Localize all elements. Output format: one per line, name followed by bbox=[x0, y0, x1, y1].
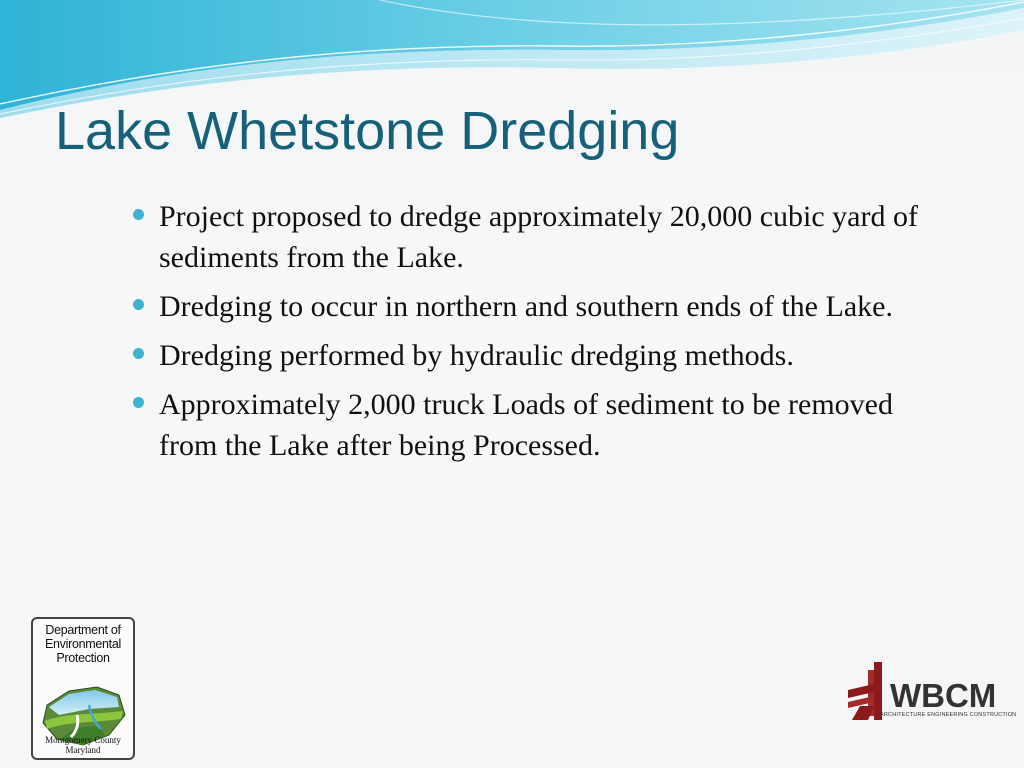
slide-title: Lake Whetstone Dredging bbox=[55, 101, 680, 161]
bullet-item bbox=[128, 335, 948, 376]
bullet-dot-icon bbox=[133, 348, 144, 359]
bullet-item bbox=[128, 384, 948, 466]
dep-logo-line: Protection bbox=[56, 651, 110, 665]
wbcm-logo bbox=[848, 662, 1017, 722]
bullet-dot-icon bbox=[133, 299, 144, 310]
bullet-list bbox=[128, 196, 948, 474]
dep-logo bbox=[31, 617, 135, 760]
dep-logo-title bbox=[33, 623, 133, 665]
bullet-text: Approximately 2,000 truck Loads of sediment to be removed from the Lake after being Processed. bbox=[159, 388, 893, 462]
dep-logo-footer bbox=[33, 735, 133, 755]
dep-logo-line: Department of bbox=[45, 623, 121, 637]
bullet-text: Project proposed to dredge approximately 20,000 cubic yard of sediments from the Lake. bbox=[159, 200, 918, 274]
wbcm-tagline: ARCHITECTURE ENGINEERING CONSTRUCTION bbox=[880, 712, 1017, 718]
dep-logo-footer-line: Montgomery County bbox=[45, 735, 121, 745]
bullet-item bbox=[128, 286, 948, 327]
wbcm-name: WBCM bbox=[890, 677, 997, 714]
bullet-item bbox=[128, 196, 948, 278]
dep-logo-line: Environmental bbox=[44, 637, 121, 651]
bullet-text: Dredging to occur in northern and southern ends of the Lake. bbox=[159, 290, 893, 323]
dep-logo-footer-line: Maryland bbox=[65, 745, 101, 755]
bullet-dot-icon bbox=[133, 397, 144, 408]
bullet-text: Dredging performed by hydraulic dredging methods. bbox=[159, 339, 794, 372]
bullet-dot-icon bbox=[133, 209, 144, 220]
